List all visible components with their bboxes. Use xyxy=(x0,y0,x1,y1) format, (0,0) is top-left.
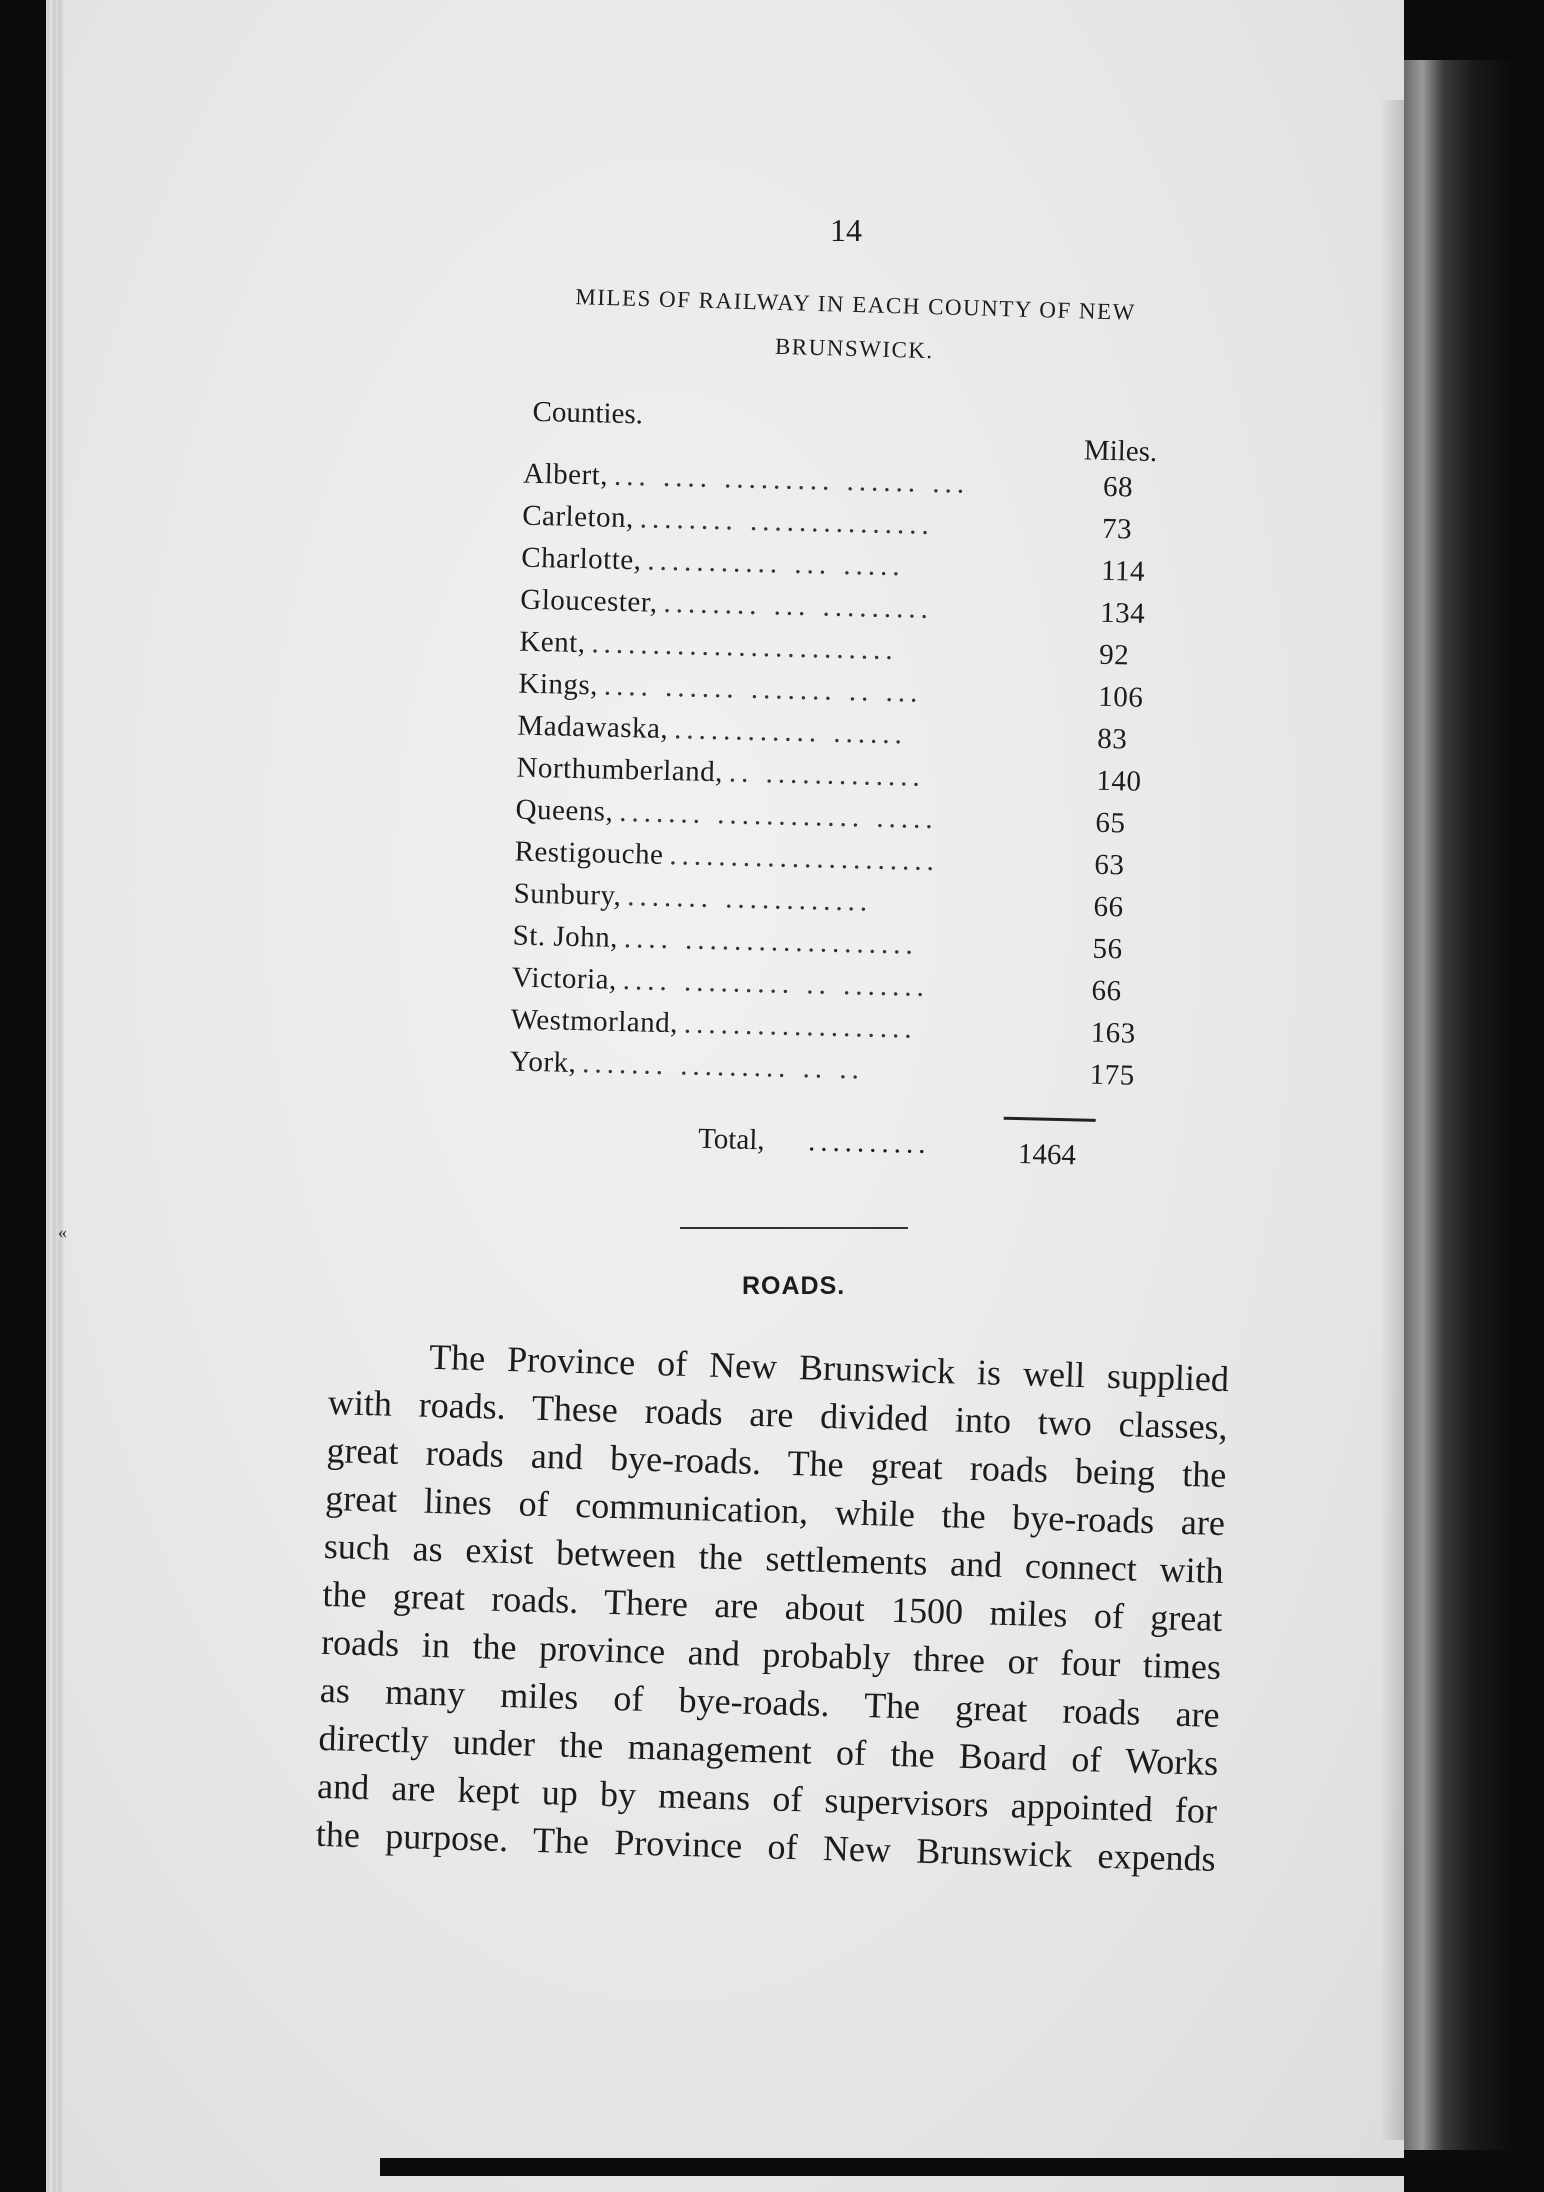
county-name: Westmorland, xyxy=(510,1003,679,1040)
county-miles: 66 xyxy=(1093,890,1124,924)
county-miles: 56 xyxy=(1092,932,1123,966)
county-name: Kent, xyxy=(519,625,586,660)
paragraph-line: directly under the management of the Board of Works xyxy=(318,1717,1219,1783)
county-name: Restigouche xyxy=(514,835,664,871)
county-miles: 175 xyxy=(1089,1058,1136,1092)
paragraph-line: great roads and bye-roads. The great roads being the xyxy=(326,1429,1227,1496)
county-name: Queens, xyxy=(515,793,614,828)
total-miles: 1464 xyxy=(1017,1138,1077,1172)
table-title-line-2: BRUNSWICK. xyxy=(774,333,935,364)
railway-table xyxy=(478,395,1175,1179)
county-name: Northumberland, xyxy=(516,751,724,789)
paragraph-line: and are kept up by means of supervisors appointed for xyxy=(316,1765,1218,1831)
county-miles: 140 xyxy=(1096,764,1142,798)
total-label: Total, xyxy=(697,1122,765,1157)
county-name: Gloucester, xyxy=(520,583,658,619)
leader-dots: .... ................... xyxy=(623,922,919,961)
leader-dots: .... ......... .. ....... xyxy=(622,964,930,1003)
county-miles: 66 xyxy=(1091,974,1122,1008)
county-name: Madawaska, xyxy=(517,709,669,746)
county-name: Charlotte, xyxy=(520,541,642,577)
paragraph-line: roads in the province and probably three or four times xyxy=(320,1621,1222,1687)
leader-dots: ........... ... ..... xyxy=(647,544,906,583)
table-body xyxy=(479,457,1173,1102)
county-miles: 63 xyxy=(1094,848,1125,882)
leader-dots: ........ ... ......... xyxy=(663,586,934,625)
margin-mark: « xyxy=(58,1222,67,1242)
paragraph-line: The Province of New Brunswick is well supplied xyxy=(428,1336,1230,1400)
table-title-line-1: MILES OF RAILWAY IN EACH COUNTY OF NEW xyxy=(575,284,1137,325)
leader-dots: ...................... xyxy=(669,839,940,878)
leader-dots: ....... ............ xyxy=(626,880,873,918)
leader-dots: .... ...... ....... .. ... xyxy=(603,669,923,709)
leader-dots: ....... ......... .. .. xyxy=(581,1047,865,1086)
bottom-shadow xyxy=(380,2158,1490,2176)
county-name: Sunbury, xyxy=(513,877,622,912)
paragraph-line: as many miles of bye-roads. The great roads are xyxy=(319,1669,1221,1735)
total-leader-dots: .......... xyxy=(807,1125,931,1161)
leader-dots: ......................... xyxy=(591,627,899,667)
county-miles: 163 xyxy=(1090,1016,1137,1050)
county-miles: 134 xyxy=(1099,596,1146,630)
county-name: Kings, xyxy=(518,667,599,702)
county-name: Albert, xyxy=(522,457,609,492)
county-name: York, xyxy=(509,1045,577,1080)
paragraph-line: the purpose. The Province of New Brunswick expends xyxy=(315,1813,1217,1879)
column-header-counties: Counties. xyxy=(532,395,644,431)
county-name: St. John, xyxy=(512,919,619,954)
county-name: Victoria, xyxy=(511,961,618,996)
county-miles: 114 xyxy=(1100,554,1146,588)
county-miles: 83 xyxy=(1096,722,1128,756)
roads-paragraph xyxy=(315,1330,1229,1883)
county-name: Carleton, xyxy=(521,499,635,535)
leader-dots: ............ ...... xyxy=(673,713,908,751)
book-binding xyxy=(1404,60,1514,2150)
paragraph-line: the great roads. There are about 1500 miles of great xyxy=(322,1573,1223,1640)
county-miles: 65 xyxy=(1095,806,1126,840)
section-divider xyxy=(680,1227,908,1229)
leader-dots: ................... xyxy=(683,1007,918,1045)
paragraph-line: with roads. These roads are divided into two classes, xyxy=(327,1381,1229,1448)
county-miles: 106 xyxy=(1097,680,1144,714)
paragraph-line: such as exist between the settlements and connect with xyxy=(323,1525,1225,1592)
total-rule xyxy=(1004,1117,1096,1122)
leader-dots: ... .... ......... ...... ... xyxy=(613,459,970,500)
county-miles: 68 xyxy=(1102,470,1134,504)
leader-dots: .. ............. xyxy=(728,756,926,793)
county-miles: 92 xyxy=(1098,638,1130,672)
section-heading-roads: ROADS. xyxy=(742,1272,846,1300)
column-header-miles: Miles. xyxy=(1083,434,1158,469)
page-number: 14 xyxy=(830,212,862,248)
leader-dots: ........ ............... xyxy=(639,502,935,541)
leader-dots: ....... ............ ..... xyxy=(618,795,939,836)
paragraph-line: great lines of communication, while the bye-roads are xyxy=(324,1477,1226,1544)
county-miles: 73 xyxy=(1101,512,1133,546)
